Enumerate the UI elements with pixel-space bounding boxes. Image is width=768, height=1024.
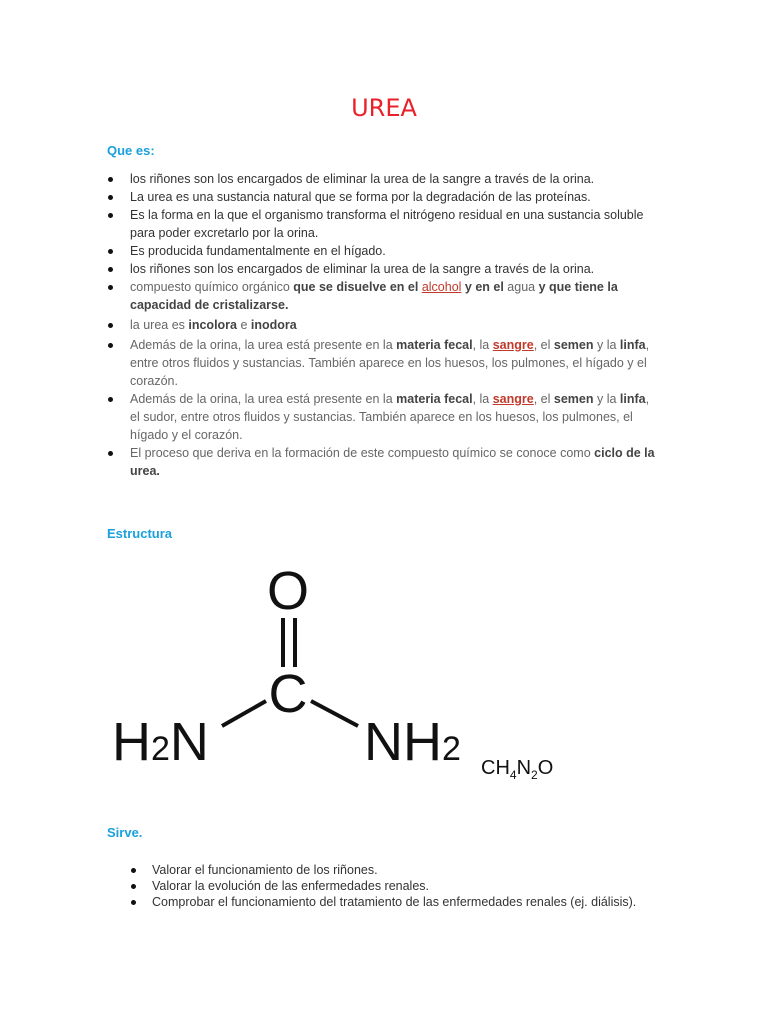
h2n-n: N <box>169 712 209 772</box>
sirve-list <box>128 862 648 910</box>
list-item: Valorar el funcionamiento de los riñones. <box>128 862 648 878</box>
formula-o: O <box>537 757 554 779</box>
molecular-formula <box>481 757 553 782</box>
list-item: Valorar la evolución de las enfermedades renales. <box>128 878 648 894</box>
bond-c-n-left <box>222 701 266 726</box>
text-run: y la <box>593 392 620 406</box>
que-es-heading: Que es: <box>107 143 155 158</box>
text-run: e <box>237 318 251 332</box>
h2n-h: H <box>112 712 151 772</box>
list-item-presence <box>107 336 662 390</box>
text-run: agua <box>503 280 539 294</box>
text-run: , el sudor, entre otros fluidos y sustancias. También aparece en los huesos, los pulmones, el hígado y el corazón. <box>130 392 650 442</box>
group-nh2 <box>364 712 461 772</box>
bold-run: linfa <box>619 392 646 406</box>
alcohol-link[interactable]: alcohol <box>421 280 462 294</box>
formula-sub: 2 <box>531 768 538 782</box>
text-run: , el <box>533 338 554 352</box>
atom-carbon: C <box>268 664 308 724</box>
text-run: , el <box>533 392 554 406</box>
list-item: los riñones son los encargados de eliminar la urea de la sangre a través de la orina. <box>107 170 662 188</box>
bold-run: linfa <box>619 338 646 352</box>
list-item: La urea es una sustancia natural que se forma por la degradación de las proteínas. <box>107 188 662 206</box>
bond-c-n-right <box>311 701 358 726</box>
bold-run: y en el <box>461 280 504 294</box>
sirve-heading: Sirve. <box>107 825 143 840</box>
bold-run: y que tiene la capacidad de cristalizarse. <box>130 280 618 312</box>
h2n-subscript: 2 <box>151 730 170 768</box>
document-title: UREA <box>351 94 417 122</box>
bold-run: materia fecal <box>396 392 473 406</box>
list-item: Es producida fundamentalmente en el hígado. <box>107 242 662 260</box>
bold-run: que se disuelve en el <box>293 280 422 294</box>
text-run: , la <box>472 338 493 352</box>
atom-oxygen: O <box>266 561 310 621</box>
urea-structure-diagram <box>100 555 480 785</box>
bold-run: inodora <box>250 318 297 332</box>
list-item: los riñones son los encargados de eliminar la urea de la sangre a través de la orina. <box>107 260 662 278</box>
formula-n: N <box>516 757 532 779</box>
bold-run: materia fecal <box>396 338 473 352</box>
group-h2n <box>112 712 209 772</box>
bold-run: semen <box>553 392 594 406</box>
formula-sub: 4 <box>509 768 517 782</box>
nh2-nh: NH <box>364 712 442 772</box>
que-es-list <box>107 170 662 480</box>
list-item: Es la forma en la que el organismo transforma el nitrógeno residual en una sustancia soluble para poder excretarlo por la orina. <box>107 206 662 242</box>
sangre-link[interactable]: sangre <box>492 338 534 352</box>
list-item-organic <box>107 278 662 314</box>
list-item-cycle <box>107 444 662 480</box>
text-run: compuesto químico orgánico <box>130 280 294 294</box>
list-item-colorless <box>107 316 662 334</box>
estructura-heading: Estructura <box>107 526 173 541</box>
text-run: Además de la orina, la urea está presente en la <box>130 338 397 352</box>
text-run: y la <box>593 338 620 352</box>
bold-run: ciclo de la urea. <box>130 446 655 478</box>
formula-ch: CH <box>481 757 510 779</box>
list-item-presence <box>107 390 662 444</box>
text-run: , entre otros fluidos y sustancias. También aparece en los huesos, los pulmones, el hígado y el corazón. <box>130 338 650 388</box>
text-run: El proceso que deriva en la formación de este compuesto químico se conoce como <box>130 446 595 460</box>
text-run: Además de la orina, la urea está presente en la <box>130 392 397 406</box>
bold-run: semen <box>553 338 594 352</box>
nh2-subscript: 2 <box>442 730 461 768</box>
sangre-link[interactable]: sangre <box>492 392 534 406</box>
bold-run: incolora <box>188 318 237 332</box>
text-run: , la <box>472 392 493 406</box>
text-run: la urea es <box>130 318 189 332</box>
list-item: Comprobar el funcionamiento del tratamiento de las enfermedades renales (ej. diálisis). <box>128 894 648 910</box>
